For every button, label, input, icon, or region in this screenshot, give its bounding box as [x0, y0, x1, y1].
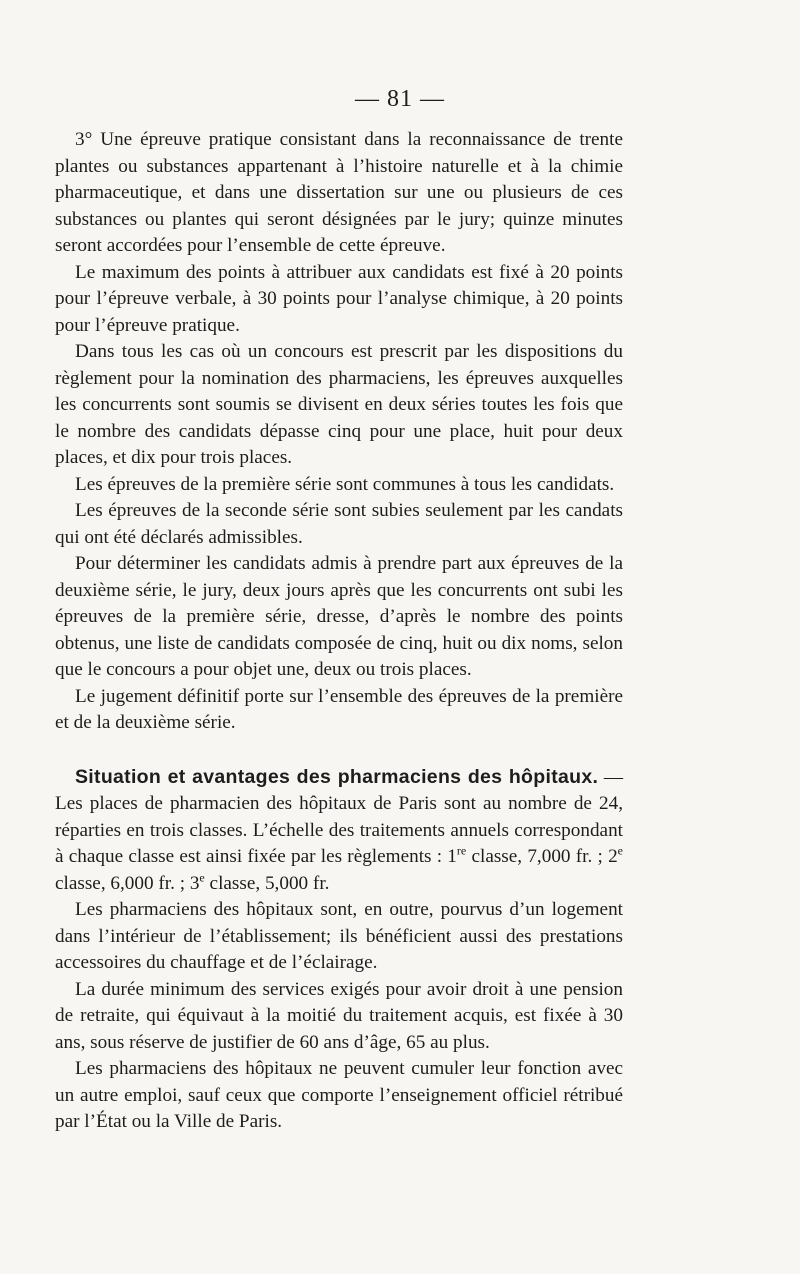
body-text — [55, 127, 623, 1136]
paragraph-hospital-positions — [55, 764, 623, 898]
positions-text-a: — Les places de pharmacien des hôpitaux de Paris sont au nombre de 24, réparties en trois classes. L’échelle des traitements annuels correspondant à chaque classe est ainsi fixée par les règlements : 1 — [55, 766, 624, 867]
paragraph-points-maximum: Le maximum des points à attribuer aux candidats est fixé à 20 points pour l’épreuve verbale, à 30 points pour l’analyse chimique, à 20 points pour l’épreuve pratique. — [55, 261, 623, 336]
ordinal-second: e — [617, 843, 623, 858]
section-heading: Situation et avantages des pharmaciens des hôpitaux. — [75, 765, 599, 788]
page-number: — 81 — — [355, 86, 445, 112]
paragraph-lodging: Les pharmaciens des hôpitaux sont, en outre, pourvus d’un logement dans l’intérieur de l’établissement; ils bénéficient aussi des prestations accessoires du chauffage et de l’éclairage. — [55, 899, 623, 973]
paragraph-second-series: Les épreuves de la seconde série sont subies seulement par les candats qui ont été déclarés admissibles. — [55, 500, 623, 548]
paragraph-cumulation: Les pharmaciens des hôpitaux ne peuvent cumuler leur fonction avec un autre emploi, sauf ceux que comporte l’enseignement officiel rétribué par l’État ou la Ville de Paris. — [55, 1058, 623, 1132]
positions-text-c: classe, 6,000 fr. ; 3 — [55, 872, 200, 894]
paragraph-first-series: Les épreuves de la première série sont communes à tous les candidats. — [75, 473, 615, 495]
paragraph-two-series: Dans tous les cas où un concours est prescrit par les dispositions du règlement pour la nomination des pharmaciens, les épreuves auxquelles les concurrents sont soumis se divisent en deux séries toutes les fois que le nombre des candidats dépasse cinq pour une place, huit pour deux places, et dix pour trois places. — [55, 341, 623, 468]
paragraph-retirement: La durée minimum des services exigés pour avoir droit à une pension de retraite, qui équivaut à la moitié du traitement acquis, est fixée à 30 ans, sous réserve de justifier de 60 ans d’âge, 65 au plus. — [55, 978, 623, 1053]
ordinal-third: e — [199, 870, 205, 885]
paragraph-third-exam: 3° Une épreuve pratique consistant dans la reconnaissance de trente plantes ou substances appartenant à l’histoire naturelle et à la chimie pharmaceutique, et dans une dissertation sur une ou plusieurs de ces substances ou plantes qui seront désignées par le jury; quinze minutes seront accordées pour l’ensemble de cette épreuve. — [55, 129, 623, 256]
positions-text-d: classe, 5,000 fr. — [204, 872, 330, 894]
ordinal-first: re — [456, 843, 467, 858]
paragraph-candidate-list: Pour déterminer les candidats admis à prendre part aux épreuves de la deuxième série, le jury, deux jours après que les concurrents ont subi les épreuves de la première série, dresse, d’après le nombre des points obtenus, une liste de candidats composée de cinq, huit ou dix noms, selon que le concours a pour objet une, deux ou trois places. — [55, 553, 623, 680]
positions-text-b: classe, 7,000 fr. ; 2 — [466, 846, 618, 867]
paragraph-final-judgment: Le jugement définitif porte sur l’ensemble des épreuves de la première et de la deuxième série. — [55, 685, 623, 733]
